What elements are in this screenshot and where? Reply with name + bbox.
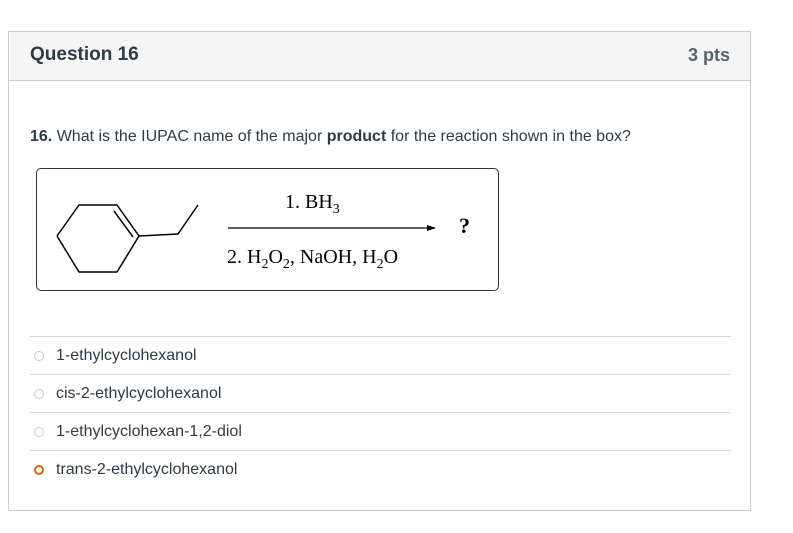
radio-button[interactable] <box>34 427 44 437</box>
ethylcyclohexene-structure <box>57 205 198 272</box>
radio-button[interactable] <box>34 389 44 399</box>
answer-label: 1-ethylcyclohexan-1,2-diol <box>56 422 242 440</box>
question-card <box>8 31 751 511</box>
question-header <box>9 32 750 81</box>
reagent-step2: 2. $H_2O_2$, NaOH, $H_2O$ <box>227 246 399 272</box>
question-number: 16. <box>30 128 53 145</box>
radio-button[interactable] <box>34 351 44 361</box>
question-text-before: What is the IUPAC name of the major <box>52 128 327 145</box>
arrow-head-icon <box>427 225 436 231</box>
question-text-bold: product <box>326 128 387 145</box>
answer-label: trans-2-ethylcyclohexanol <box>56 460 238 478</box>
reagent-step1: 1. $BH_3$ <box>285 191 340 217</box>
answer-label: 1-ethylcyclohexanol <box>56 346 197 364</box>
question-points: 3 pts <box>687 45 730 65</box>
question-text <box>30 128 631 146</box>
radio-button-selected[interactable] <box>34 465 44 475</box>
product-unknown: ? <box>459 213 470 238</box>
answer-option[interactable] <box>30 336 731 374</box>
answer-list <box>30 336 731 488</box>
question-text-after: for the reaction shown in the box? <box>386 128 631 145</box>
reaction-box <box>36 168 499 291</box>
answer-label: cis-2-ethylcyclohexanol <box>56 384 222 402</box>
reaction-scheme <box>37 169 498 290</box>
answer-option[interactable] <box>30 412 731 450</box>
answer-option-selected[interactable] <box>30 450 731 488</box>
answer-option[interactable] <box>30 374 731 412</box>
question-title: Question 16 <box>30 44 139 65</box>
